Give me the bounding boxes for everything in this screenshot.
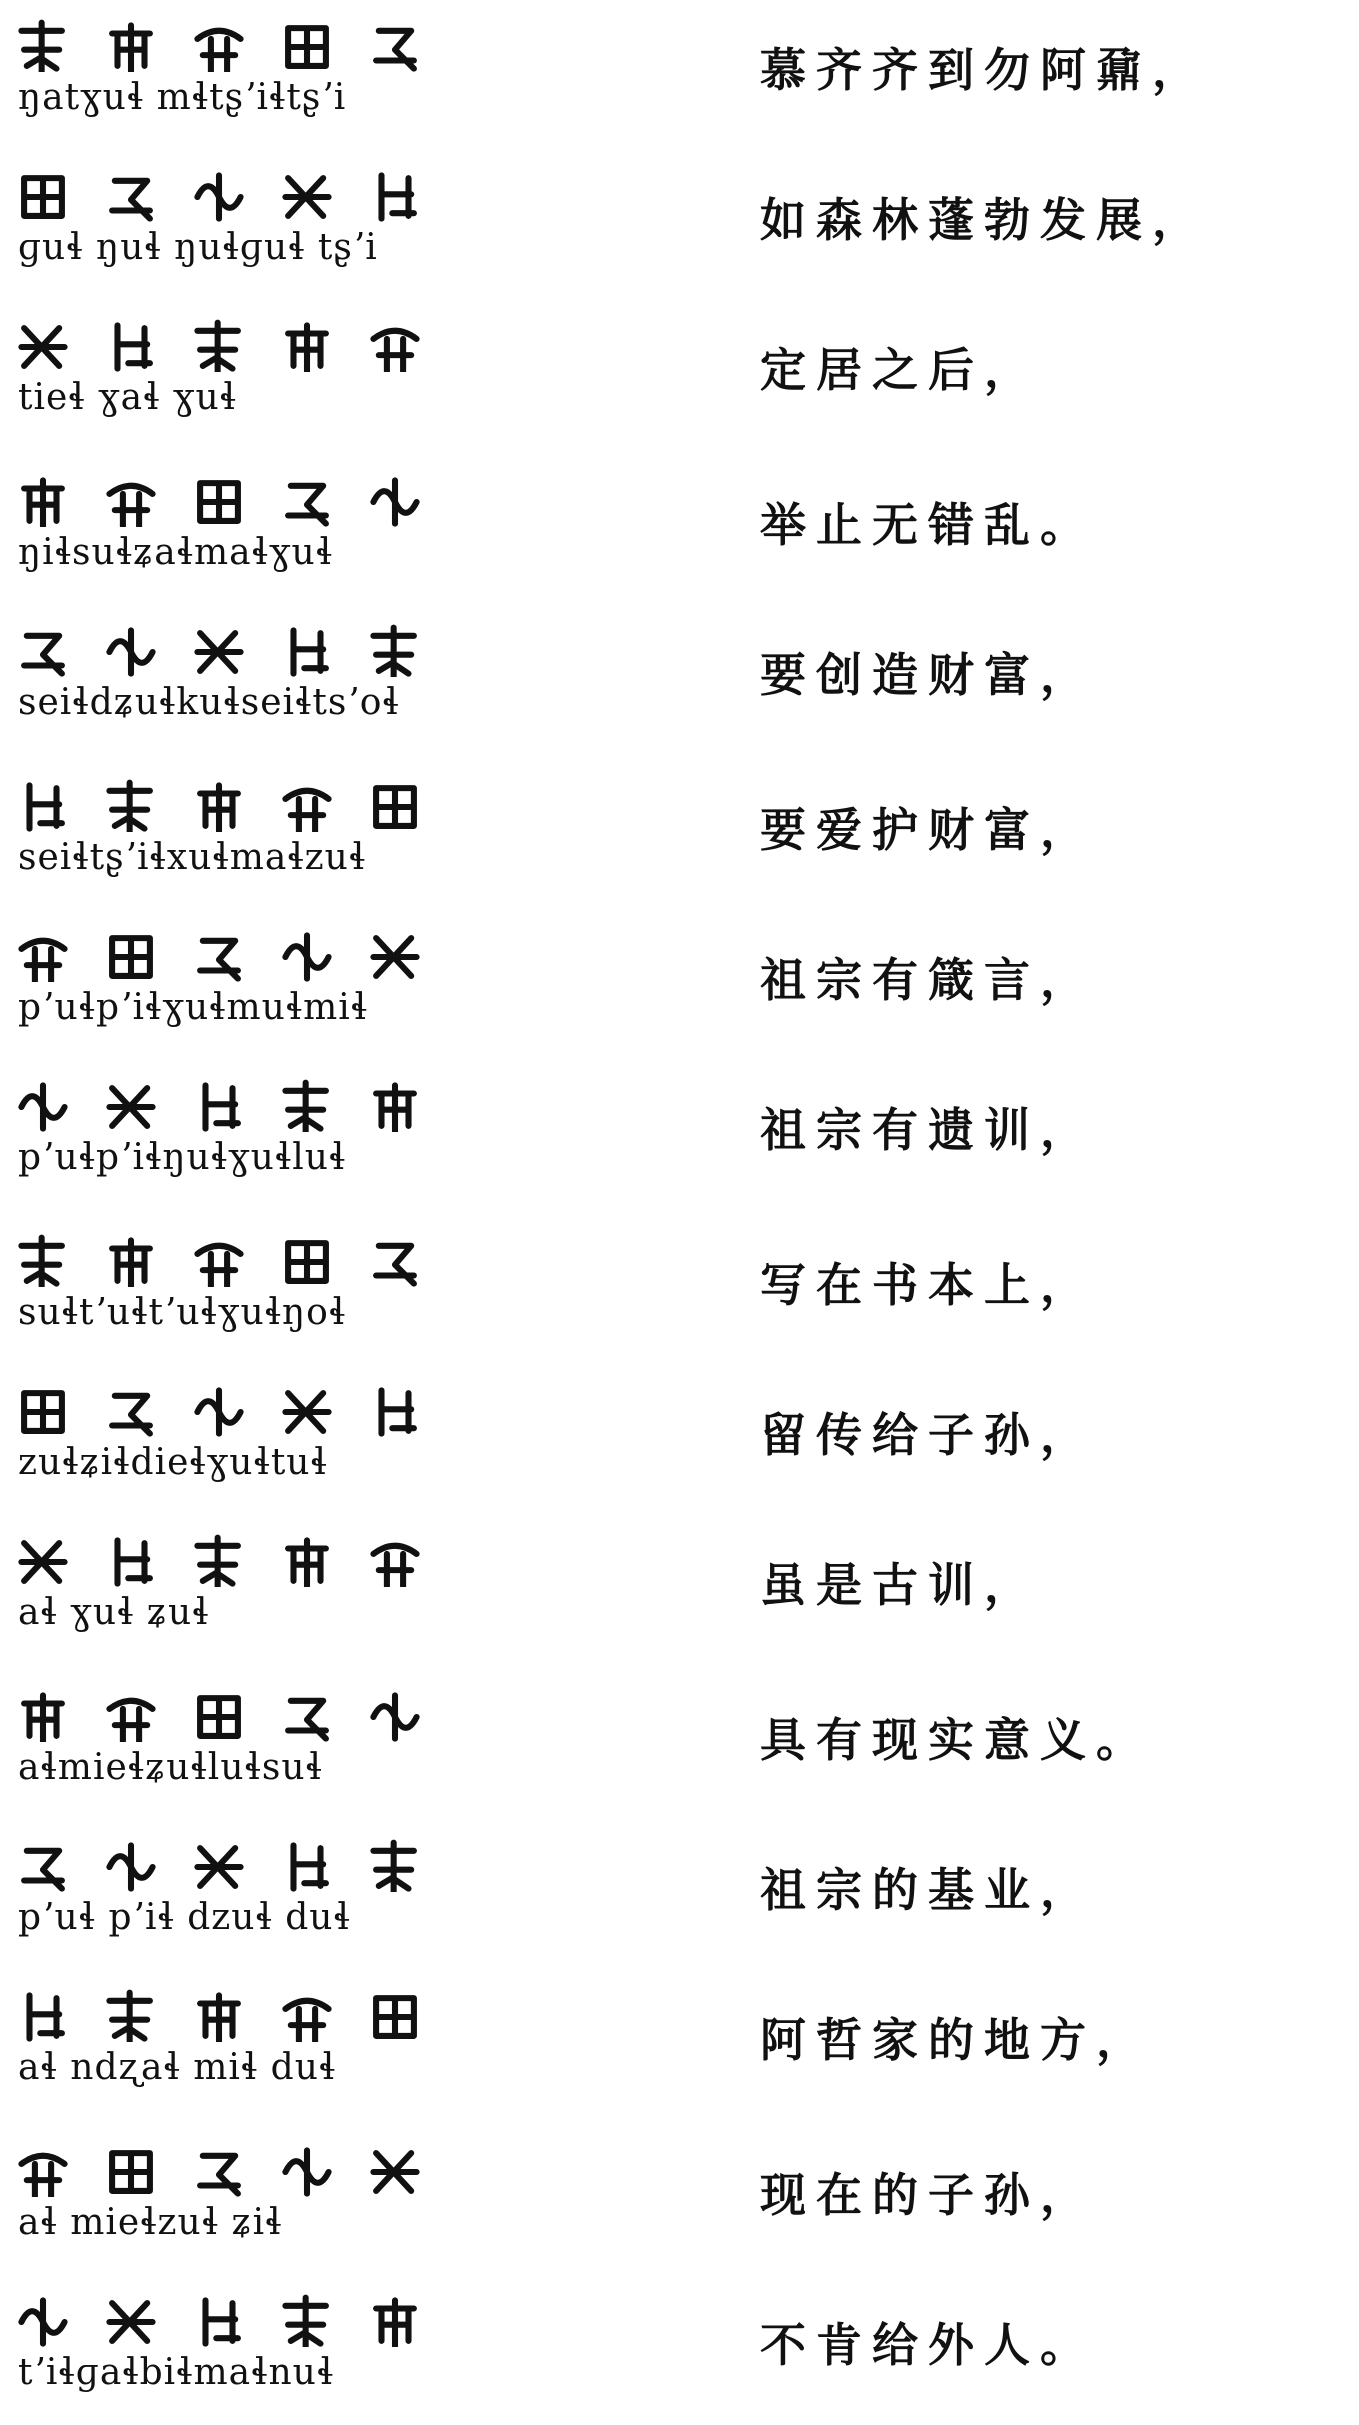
yi-script-glyphs-icon [14,2137,454,2197]
yi-script-glyphs-icon [14,162,454,222]
yi-glyph-strokes [14,2137,454,2197]
chinese-translation: 现在的子孙， [760,2168,1096,2222]
yi-glyph-icon [197,323,238,372]
yi-glyph-icon [197,1848,240,1886]
ipa-transcription: ŋiɬsuɬʑaɬmaɬɣuɬ [18,532,334,573]
yi-glyph-icon [118,1540,150,1583]
verse-row [0,910,1359,1060]
ipa-transcription: aɬmieɬʑuɬluɬsuɬ [18,1747,323,1788]
yi-glyph-strokes [14,1072,454,1132]
yi-glyph-icon [373,331,416,372]
yi-glyph-icon [285,1083,326,1132]
chinese-translation: 举止无错乱。 [760,498,1096,552]
yi-script-glyphs-icon [14,1072,454,1132]
ipa-transcription: suɬtʼuɬtʼuɬɣuɬŋoɬ [18,1292,347,1333]
yi-glyph-icon [21,328,64,366]
yi-glyph-icon [24,1695,62,1741]
ipa-transcription: ɡuɬ ŋuɬ ŋuɬɡuɬ tʂʼi [18,227,378,268]
yi-script-glyphs-icon [14,1377,454,1437]
yi-glyph-icon [24,480,62,526]
yi-glyph-strokes [14,1527,454,1587]
verse-row [0,605,1359,755]
yi-glyph-icon [373,1546,416,1587]
yi-glyph-icon [109,1701,152,1742]
verse-row [0,1365,1359,1515]
yi-glyph-icon [285,2150,328,2193]
yi-glyph-icon [30,1995,62,2038]
verse-row [0,2125,1359,2275]
yi-glyph-icon [285,791,328,832]
yi-glyph-strokes [14,772,454,832]
yi-glyph-strokes [14,922,454,982]
yi-glyph-icon [288,1701,326,1739]
yi-glyph-icon [376,1085,414,1131]
yi-glyph-icon [288,486,326,524]
yi-glyph-icon [285,178,328,216]
yi-glyph-icon [373,2153,416,2191]
chinese-translation: 祖宗的基业， [760,1863,1096,1917]
chinese-translation: 如森林蓬勃发展， [760,193,1208,247]
verse-row [0,0,1359,150]
yi-script-glyphs-icon [14,922,454,982]
verse-row [0,1515,1359,1665]
yi-glyph-icon [24,1851,62,1889]
yi-glyph-icon [200,785,238,831]
chinese-translation: 要创造财富， [760,648,1096,702]
yi-glyph-icon [109,783,149,832]
yi-glyph-icon [197,1538,238,1587]
yi-glyph-icon [21,1085,64,1128]
yi-glyph-icon [285,935,328,978]
yi-glyph-icon [288,325,326,371]
ipa-transcription: seiɬtʂʼiɬxuɬmaɬzuɬ [18,837,367,878]
yi-glyph-icon [200,1995,238,2041]
yi-glyph-icon [200,2156,238,2194]
yi-glyph-strokes [14,617,454,677]
yi-glyph-strokes [14,1682,454,1742]
yi-glyph-icon [118,325,150,368]
yi-glyph-icon [24,636,62,674]
yi-glyph-icon [197,1246,240,1287]
yi-glyph-icon [294,630,326,673]
yi-glyph-icon [109,1088,152,1126]
chinese-translation: 具有现实意义。 [760,1713,1152,1767]
yi-glyph-icon [112,2153,150,2191]
yi-glyph-icon [373,938,416,976]
yi-glyph-icon [21,1238,62,1287]
yi-glyph-icon [200,1698,238,1736]
yi-script-glyphs-icon [14,772,454,832]
yi-script-glyphs-icon [14,1227,454,1287]
verse-row [0,760,1359,910]
yi-glyph-icon [197,1390,240,1433]
chinese-translation: 留传给子孙， [760,1408,1096,1462]
ipa-transcription: aɬ ndʐaɬ miɬ duɬ [18,2047,337,2088]
yi-script-glyphs-icon [14,617,454,677]
yi-script-glyphs-icon [14,1982,454,2042]
yi-glyph-icon [206,1085,238,1128]
yi-glyph-icon [382,175,414,218]
yi-glyph-strokes [14,1832,454,1892]
ipa-transcription: aɬ ɣuɬ ʑuɬ [18,1592,210,1633]
yi-glyph-icon [21,2156,64,2197]
yi-glyph-strokes [14,1982,454,2042]
yi-glyph-icon [288,28,326,66]
yi-glyph-icon [30,785,62,828]
ipa-transcription: tʼiɬɡaɬbiɬmaɬnuɬ [18,2352,335,2393]
yi-glyph-icon [285,1393,328,1431]
yi-glyph-strokes [14,1227,454,1287]
yi-glyph-icon [376,2300,414,2346]
yi-glyph-icon [376,31,414,69]
ipa-transcription: seiɬdʑuɬkuɬseiɬtsʼoɬ [18,682,400,723]
ipa-transcription: pʼuɬ pʼiɬ dzuɬ duɬ [18,1897,351,1938]
yi-glyph-strokes [14,467,454,527]
yi-glyph-strokes [14,12,454,72]
yi-glyph-icon [109,630,152,673]
yi-glyph-icon [373,480,416,523]
chinese-translation: 阿哲家的地方， [760,2013,1152,2067]
verse-row [0,1670,1359,1820]
yi-glyph-icon [206,2300,238,2343]
yi-glyph-icon [197,633,240,671]
yi-glyph-icon [376,788,414,826]
yi-glyph-icon [24,178,62,216]
chinese-translation: 要爱护财富， [760,803,1096,857]
ipa-transcription: pʼuɬpʼiɬŋuɬɣuɬluɬ [18,1137,347,1178]
yi-glyph-icon [21,1543,64,1581]
ipa-transcription: aɬ mieɬzuɬ ʑiɬ [18,2202,283,2243]
yi-glyph-icon [373,1843,414,1892]
yi-glyph-icon [112,938,150,976]
yi-glyph-icon [24,1393,62,1431]
yi-glyph-strokes [14,2287,454,2347]
yi-glyph-icon [197,31,240,72]
chinese-translation: 慕齐齐到勿阿鼐， [760,43,1208,97]
yi-glyph-icon [197,175,240,218]
yi-script-glyphs-icon [14,467,454,527]
yi-glyph-icon [112,181,150,219]
yi-glyph-icon [373,1695,416,1738]
chinese-translation: 虽是古训， [760,1558,1040,1612]
yi-glyph-icon [285,2001,328,2042]
yi-glyph-icon [382,1390,414,1433]
verse-row [0,1215,1359,1365]
yi-glyph-icon [200,483,238,521]
yi-glyph-icon [109,1993,149,2042]
yi-glyph-icon [285,2298,326,2347]
yi-glyph-icon [112,1240,150,1286]
verse-row [0,455,1359,605]
yi-glyph-strokes [14,162,454,222]
verse-row [0,1060,1359,1210]
yi-glyph-icon [288,1540,326,1586]
yi-script-glyphs-icon [14,12,454,72]
yi-script-glyphs-icon [14,1682,454,1742]
verse-row [0,300,1359,450]
yi-glyph-icon [376,1246,414,1284]
yi-glyph-icon [288,1243,326,1281]
yi-glyph-icon [200,941,238,979]
yi-glyph-icon [109,1845,152,1888]
chinese-translation: 定居之后， [760,343,1040,397]
yi-glyph-icon [294,1845,326,1888]
yi-script-glyphs-icon [14,1832,454,1892]
ipa-transcription: pʼuɬpʼiɬɣuɬmuɬmiɬ [18,987,369,1028]
chinese-translation: 不肯给外人。 [760,2318,1096,2372]
yi-glyph-icon [373,628,414,677]
ipa-transcription: zuɬʑiɬdieɬɣuɬtuɬ [18,1442,328,1483]
chinese-translation: 写在书本上， [760,1258,1096,1312]
chinese-translation: 祖宗有箴言， [760,953,1096,1007]
verse-row [0,150,1359,300]
yi-glyph-strokes [14,312,454,372]
yi-glyph-icon [21,2300,64,2343]
verse-row [0,1970,1359,2120]
ipa-transcription: ŋatɣuɬ mɬtʂʼiɬtʂʼi [18,77,347,118]
yi-glyph-icon [112,25,150,71]
chinese-translation: 祖宗有遗训， [760,1103,1096,1157]
yi-script-glyphs-icon [14,312,454,372]
yi-glyph-icon [376,1998,414,2036]
ipa-transcription: tieɬ ɣaɬ ɣuɬ [18,377,237,418]
yi-script-glyphs-icon [14,1527,454,1587]
yi-glyph-icon [112,1396,150,1434]
yi-glyph-icon [21,941,64,982]
verse-row [0,2275,1359,2425]
yi-glyph-icon [109,486,152,527]
yi-script-glyphs-icon [14,2287,454,2347]
yi-glyph-icon [109,2303,152,2341]
yi-glyph-strokes [14,1377,454,1437]
yi-glyph-icon [21,23,62,72]
verse-row [0,1820,1359,1970]
